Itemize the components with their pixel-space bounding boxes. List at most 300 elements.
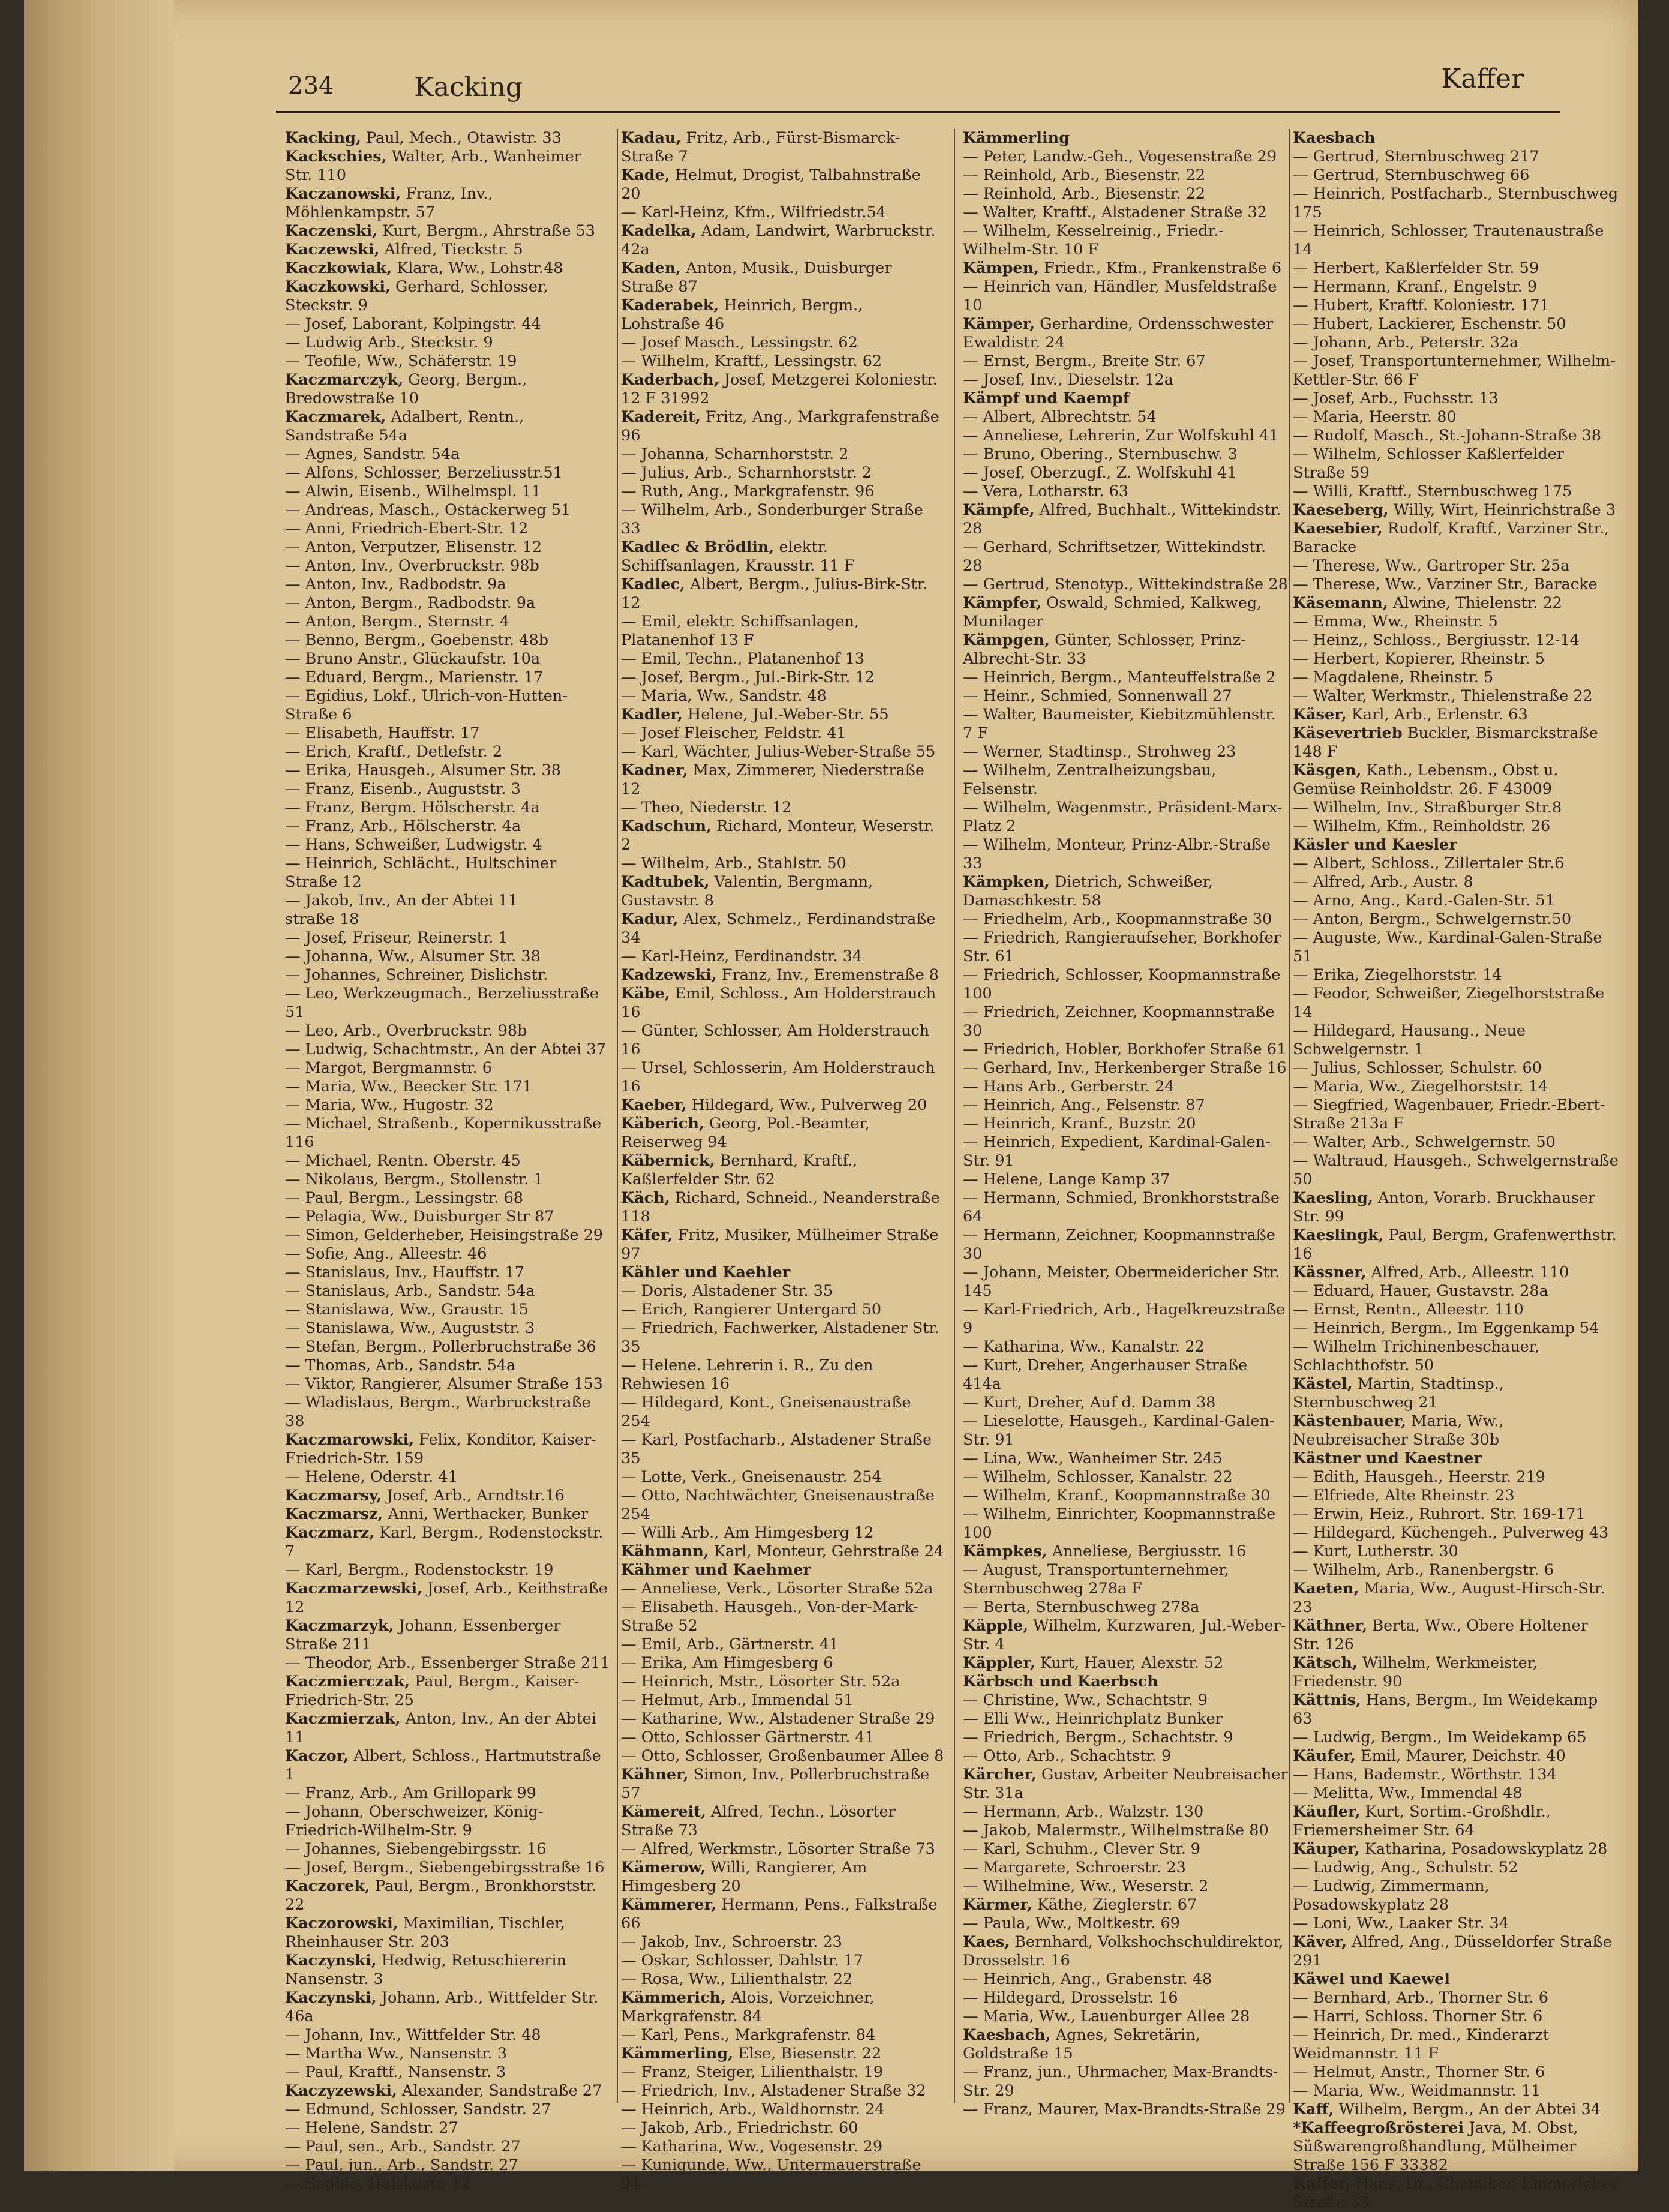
directory-entry [621,1766,945,1803]
directory-entry [285,668,612,687]
entry-surname: Kaczmarzewski, [285,1580,422,1598]
entry-details: — Doris, Alstadener Str. 35 [621,1282,833,1300]
entry-surname: Kadur, [621,910,679,928]
entry-details: — Herbert, Kopierer, Rheinstr. 5 [1293,650,1545,668]
entry-details: — Josef, Oberzugf., Z. Wolfskuhl 41 [963,464,1237,482]
entry-surname: Kaczmarz, [285,1524,374,1542]
entry-surname: Kadschun, [621,817,712,835]
directory-entry [1293,1691,1620,1728]
directory-entry [1293,1914,1620,1933]
directory-entry [1293,482,1620,501]
directory-entry [1293,1152,1620,1189]
entry-details: Hedwig, Retuschiererin Nansenstr. 3 [285,1952,566,1988]
entry-details: — Gertrud, Sternbuschweg 66 [1293,166,1530,184]
column-2 [621,129,945,2193]
entry-surname: Kadzewski, [621,966,717,984]
entry-details: Gerhardine, Ordensschwester Ewaldistr. 24 [963,315,1274,352]
entry-details: Kath., Lebensm., Obst u. Gemüse Reinholdstr. 26. F 43009 [1293,761,1559,798]
entry-surname: Kadner, [621,761,688,779]
directory-entry [1293,408,1620,427]
entry-details: — Günter, Schlosser, Am Holderstrauch 16 [621,1022,930,1058]
entry-details: — Michael, Rentn. Oberstr. 45 [285,1152,521,1170]
entry-details: — Nikolaus, Bergm., Stollenstr. 1 [285,1170,544,1188]
directory-entry [285,575,612,594]
directory-entry [621,1970,945,1989]
directory-entry [621,1189,945,1226]
entry-details: Josef, Arb., Keithstraße 12 [285,1580,608,1616]
directory-entry [285,743,612,761]
directory-entry [621,1356,945,1394]
directory-entry [963,148,1290,166]
directory-entry [621,1059,945,1096]
directory-entry [285,2045,612,2063]
directory-entry [285,1859,612,1877]
directory-entry [1293,259,1620,278]
directory-entry [963,2063,1290,2100]
entry-details: — Karl, Wächter, Julius-Weber-Straße 55 [621,743,936,761]
entry-details: Maria, Ww., August-Hirsch-Str. 23 [1293,1580,1605,1616]
directory-entry [285,1431,612,1468]
entry-surname: Kämpen, [963,259,1040,277]
directory-entry [1293,892,1620,910]
entry-details: — Anton, Bergm., Sternstr. 4 [285,613,510,631]
directory-entry [963,1505,1290,1542]
directory-entry [1293,854,1620,873]
entry-details: Friedr., Kfm., Frankenstraße 6 [1044,259,1282,277]
directory-entry [285,222,612,241]
entry-details: — Maria, Ww., Beecker Str. 171 [285,1078,533,1096]
entry-details: Wilhelm, Bergm., An der Abtei 34 [1338,2100,1601,2118]
directory-entry [1293,334,1620,352]
entry-details: — Friedrich, Hobler, Borkhofer Straße 61 [963,1040,1287,1058]
entry-details: — Katharine, Ww., Alstadener Straße 29 [621,1710,935,1728]
entry-details: — Wilhelm, Kfm., Reinholdstr. 26 [1293,817,1551,835]
directory-entry [621,650,945,668]
entry-details: Alois, Vorzeichner, Markgrafenstr. 84 [621,1989,875,2025]
entry-details: — Gertrud, Stenotyp., Wittekindstraße 28 [963,575,1288,593]
directory-entry [621,259,945,296]
directory-entry [963,445,1290,464]
directory-entry [621,854,945,873]
directory-entry [1293,1766,1620,1784]
entry-details: Emil, Maurer, Deichstr. 40 [1361,1747,1566,1765]
directory-entry [963,1877,1290,1896]
entry-details: — Friedrich, Rangieraufseher, Borkhofer Str. 61 [963,929,1281,965]
entry-details: — Hubert, Kraftf. Koloniestr. 171 [1293,296,1550,314]
directory-entry [963,166,1290,185]
entry-surname: Kaffer, [1293,2175,1351,2193]
directory-entry [1293,1449,1620,1468]
directory-entry [621,1728,945,1747]
entry-surname: Kähner, [621,1766,689,1784]
directory-entry [621,2100,945,2119]
directory-entry [963,203,1290,222]
entry-surname: Kämpfe, [963,501,1035,519]
directory-entry [621,1282,945,1301]
directory-entry [963,631,1290,668]
entry-surname: Kästner und Kaestner [1293,1449,1482,1467]
directory-entry [1293,687,1620,706]
directory-entry [1293,1487,1620,1505]
entry-details: — Heinrich, Bergm., Manteuffelstraße 2 [963,668,1276,686]
entry-details: — Kurt, Lutherstr. 30 [1293,1542,1458,1560]
directory-entry [285,278,612,315]
directory-entry [621,501,945,538]
directory-entry [621,1896,945,1933]
directory-entry [963,1170,1290,1189]
entry-details: — Willi, Kraftf., Sternbuschweg 175 [1293,482,1572,500]
directory-entry [285,1561,612,1580]
directory-entry [621,761,945,799]
directory-entry [285,892,612,910]
directory-entry [285,315,612,334]
entry-surname: Kaesling, [1293,1189,1373,1207]
entry-details: — Heinrich, Schlosser, Trautenaustraße 14 [1293,222,1604,259]
entry-surname: Käver, [1293,1933,1347,1951]
entry-details: Wilhelm, Werkmeister, Friedenstr. 90 [1293,1654,1538,1691]
entry-surname: Kämpf und Kaempf [963,389,1130,407]
entry-details: Maria, Ww., Neubreisacher Straße 30b [1293,1412,1504,1449]
entry-details: Karl, Bergm., Rodenstockstr. 7 [285,1524,604,1560]
entry-details: — Maria, Ww., Sandstr. 48 [621,687,827,705]
directory-entry [963,1263,1290,1301]
column-divider [617,129,618,2103]
entry-details: — Simon, Gelderheber, Heisingstraße 29 [285,1226,604,1244]
directory-entry [963,222,1290,259]
entry-details: — Pelagia, Ww., Duisburger Str 87 [285,1208,554,1226]
directory-entry [1293,1728,1620,1747]
entry-details: — Therese, Ww., Varziner Str., Baracke [1293,575,1598,593]
entry-details: Albert, Schloss., Hartmutstraße 1 [285,1747,601,1784]
entry-details: — Hans, Bademstr., Wörthstr. 134 [1293,1766,1557,1784]
directory-entry [285,1394,612,1431]
directory-entry [285,1914,612,1952]
directory-entry [963,1356,1290,1394]
entry-details: — Helmut, Arb., Immendal 51 [621,1691,854,1709]
entry-surname: Kaeseberg, [1293,501,1389,519]
directory-entry [1293,575,1620,594]
entry-surname: Kadau, [621,129,682,147]
entry-details: — Ludwig, Ang., Schulstr. 52 [1293,1859,1518,1877]
directory-entry [285,687,612,724]
directory-entry [1293,1375,1620,1412]
directory-entry [963,2100,1290,2119]
directory-entry [1293,761,1620,799]
directory-entry [1293,2082,1620,2100]
directory-entry [285,799,612,817]
directory-entry [285,1654,612,1673]
directory-entry [963,501,1290,538]
directory-entry [285,1226,612,1245]
entry-details: — Wilhelm, Zentralheizungsbau, Felsenstr. [963,761,1217,798]
entry-details: — Friedrich, Bergm., Schachtstr. 9 [963,1728,1233,1746]
entry-details: — Hermann, Zeichner, Koopmannstraße 30 [963,1226,1275,1263]
entry-details: — Oskar, Schlosser, Dahlstr. 17 [621,1952,864,1970]
entry-details: — Josef Masch., Lessingstr. 62 [621,334,858,352]
entry-details: — Ludwig Arb., Steckstr. 9 [285,334,493,352]
directory-entry [1293,668,1620,687]
entry-surname: Kaczenski, [285,222,378,240]
directory-entry [621,743,945,761]
entry-details: Anton, Musik., Duisburger Straße 87 [621,259,892,296]
directory-entry [621,1394,945,1431]
entry-surname: Kaczmierczak, [285,1673,410,1691]
entry-details: — Gerhard, Inv., Herkenberger Straße 16 [963,1059,1287,1077]
directory-entry [1293,910,1620,929]
entry-surname: *Kaffeegroßrösterei [1293,2119,1464,2137]
entry-details: — Johannes, Siebengebirgsstr. 16 [285,1840,547,1858]
directory-entry [621,334,945,352]
entry-details: Günter, Schlosser, Prinz-Albrecht-Str. 33 [963,631,1246,668]
directory-entry [963,910,1290,929]
entry-details: — Albert, Albrechtstr. 54 [963,408,1157,426]
directory-entry [285,1115,612,1152]
entry-details: — Reinhold, Arb., Biesenstr. 22 [963,166,1206,184]
left-guide-word: Kacking [414,72,523,103]
directory-entry [285,2026,612,2045]
entry-details: — Sophie, Halskestr. 12 [285,2175,471,2193]
entry-details: — Johann, Meister, Obermeidericher Str. 145 [963,1263,1280,1300]
entry-details: — Therese, Ww., Gartroper Str. 25a [1293,557,1570,575]
directory-entry [285,1301,612,1319]
directory-entry [285,520,612,538]
entry-details: — Wilhelm, Monteur, Prinz-Albr.-Straße 33 [963,836,1271,872]
directory-entry [1293,1617,1620,1654]
entry-surname: Kämpgen, [963,631,1050,649]
directory-entry [1293,1301,1620,1319]
entry-details: Rudolf, Kraftf., Varziner Str., Baracke [1293,520,1610,556]
entry-surname: Kaderabek, [621,296,719,314]
directory-entry [621,1635,945,1654]
entry-details: — Josef, Laborant, Kolpingstr. 44 [285,315,541,333]
entry-surname: Käch, [621,1189,670,1207]
column-3 [963,129,1290,2118]
directory-entry [1293,1933,1620,1970]
directory-entry [285,1170,612,1189]
directory-entry [285,1189,612,1208]
entry-details: — Erika, Hausgeh., Alsumer Str. 38 [285,761,561,779]
entry-details: Java, M. Obst, Süßwarengroßhandlung, Mülheimer Straße 156 F 33382 [1293,2119,1578,2174]
entry-details: — Anneliese, Lehrerin, Zur Wolfskuhl 41 [963,427,1279,445]
entry-surname: Kaczynski, [285,1989,377,2007]
entry-surname: Käbe, [621,985,670,1003]
directory-entry [963,371,1290,389]
directory-entry [963,538,1290,575]
directory-entry [963,743,1290,761]
directory-entry [1293,1580,1620,1617]
directory-entry [1293,1747,1620,1766]
entry-details: — Theodor, Arb., Essenberger Straße 211 [285,1654,610,1672]
entry-details: — Martha Ww., Nansenstr. 3 [285,2045,508,2063]
entry-details: — Christine, Ww., Schachtstr. 9 [963,1691,1208,1709]
entry-details: — Karl, Schuhm., Clever Str. 9 [963,1840,1201,1858]
entry-details: Martin, Stadtinsp., Sternbuschweg 21 [1293,1375,1504,1412]
directory-entry [963,1338,1290,1356]
directory-entry [963,687,1290,706]
directory-entry [1293,1022,1620,1059]
entry-details: — Ernst, Bergm., Breite Str. 67 [963,352,1206,370]
directory-entry [963,1226,1290,1263]
directory-entry [621,687,945,706]
directory-entry [1293,650,1620,668]
directory-entry [1293,1803,1620,1840]
entry-details: — Erika, Ziegelhorststr. 14 [1293,966,1502,984]
directory-entry [621,724,945,743]
entry-details: — Siegfried, Wagenbauer, Friedr.-Ebert-Straße 213a F [1293,1096,1605,1133]
entry-details: — Josef, Friseur, Reinerstr. 1 [285,929,508,947]
entry-details: Bernhard, Kraftf., Kaßlerfelder Str. 62 [621,1152,858,1188]
directory-entry [285,464,612,482]
directory-entry [285,1208,612,1226]
entry-details: — Reinhold, Arb., Biesenstr. 22 [963,185,1206,203]
entry-details: — Anton, Bergm., Radbodstr. 9a [285,594,536,612]
directory-entry [621,947,945,966]
directory-entry [963,1933,1290,1970]
directory-entry [621,538,945,575]
book-page-edge [24,0,174,2171]
entry-details: — Berta, Sternbuschweg 278a [963,1598,1200,1616]
directory-entry [1293,613,1620,631]
entry-details: Else, Biesenstr. 22 [738,2045,882,2063]
directory-entry [963,1561,1290,1598]
entry-details: — Gertrud, Sternbuschweg 217 [1293,148,1539,166]
entry-details: — Kunigunde, Ww., Untermauerstraße 94 [621,2156,921,2193]
entry-details: — Ludwig, Zimmermann, Posadowskyplatz 28 [1293,1877,1490,1914]
entry-details: — Maria, Ww., Ziegelhorststr. 14 [1293,1078,1548,1096]
entry-surname: Kämpkes, [963,1542,1047,1560]
directory-entry [285,1617,612,1654]
directory-entry [621,1431,945,1468]
entry-surname: Kaff, [1293,2100,1334,2118]
entry-details: Valentin, Bergmann, Gustavstr. 8 [621,873,873,910]
entry-details: — Agnes, Sandstr. 54a [285,445,460,463]
directory-entry [285,1263,612,1282]
entry-surname: Käwel und Kaewel [1293,1970,1450,1988]
entry-details: Berta, Ww., Obere Holtener Str. 126 [1293,1617,1588,1653]
directory-entry [963,464,1290,482]
entry-details: — Leo, Werkzeugmach., Berzeliusstraße 51 [285,985,599,1021]
entry-details: Adalbert, Rentn., Sandstraße 54a [285,408,524,445]
entry-details: Kurt, Bergm., Ahrstraße 53 [382,222,595,240]
directory-entry [963,706,1290,743]
entry-details: — Heinrich, Kranf., Buzstr. 20 [963,1115,1196,1133]
directory-entry [621,2063,945,2082]
directory-entry [1293,1078,1620,1096]
entry-details: — Gerhard, Schriftsetzer, Wittekindstr. 28 [963,538,1266,575]
entry-surname: Kaczewski, [285,241,380,259]
entry-details: — Loni, Ww., Laaker Str. 34 [1293,1914,1509,1932]
entry-details: — Rosa, Ww., Lilienthalstr. 22 [621,1970,853,1988]
entry-details: Paul, Bergm., Kaiser-Friedrich-Str. 25 [285,1673,580,1709]
entry-surname: Kadlec, [621,575,685,593]
entry-details: — Paul, jun., Arb., Sandstr. 27 [285,2156,518,2174]
directory-entry [285,1487,612,1505]
directory-entry [285,352,612,371]
entry-surname: Kaczorowski, [285,1914,398,1932]
entry-details: — Julius, Arb., Scharnhorststr. 2 [621,464,872,482]
directory-entry [285,538,612,557]
entry-details: Hermann, Pens., Falkstraße 66 [621,1896,938,1932]
entry-details: Oswald, Schmied, Kalkweg, Munilager [963,594,1262,631]
entry-surname: Kämerow, [621,1859,706,1877]
entry-surname: Kade, [621,166,670,184]
entry-details: Emil, Schloss., Am Holderstrauch 16 [621,985,936,1021]
entry-surname: Kässner, [1293,1263,1367,1281]
entry-details: Alfred, Techn., Lösorter Straße 73 [621,1803,896,1839]
entry-details: — Helene, Lange Kamp 37 [963,1170,1170,1188]
entry-details: — Josef, Bergm., Jul.-Birk-Str. 12 [621,668,875,686]
entry-details: — Ursel, Schlosserin, Am Holderstrauch 16 [621,1059,935,1096]
directory-entry [1293,2175,1620,2212]
directory-entry [285,836,612,854]
entry-details: Gustav, Arbeiter Neubreisacher Str. 31a [963,1766,1288,1802]
entry-details: Georg, Pol.-Beamter, Reiserweg 94 [621,1115,870,1151]
entry-details: — Thomas, Arb., Sandstr. 54a [285,1356,516,1374]
entry-details: — Heinrich, Ang., Felsenstr. 87 [963,1096,1205,1114]
directory-entry [963,1989,1290,2007]
entry-surname: Käufler, [1293,1803,1361,1821]
directory-entry [963,1840,1290,1859]
entry-surname: Kadlec & Brödlin, [621,538,775,556]
entry-details: — Anton, Bergm., Schwelgernstr.50 [1293,910,1572,928]
entry-details: — Stanislaus, Inv., Hauffstr. 17 [285,1263,524,1281]
entry-details: — Vera, Lotharstr. 63 [963,482,1129,500]
directory-entry [963,1747,1290,1766]
entry-surname: Käppler, [963,1654,1035,1672]
directory-entry [285,1784,612,1803]
entry-details: — Friedrich, Inv., Alstadener Straße 32 [621,2082,926,2100]
entry-details: — Bernhard, Arb., Thorner Str. 6 [1293,1989,1548,2007]
right-guide-word: Kaffer [1441,64,1524,94]
entry-details: — Wilhelm, Inv., Straßburger Str.8 [1293,799,1562,817]
column-divider [1289,129,1290,2103]
directory-entry [285,2100,612,2119]
entry-surname: Kaczkowski, [285,278,391,296]
entry-details: Heinrich, Bergm., Lohstraße 46 [621,296,863,333]
directory-entry [1293,520,1620,557]
entry-details: — Jakob, Inv., Schroerstr. 23 [621,1933,842,1951]
entry-details: Felix, Konditor, Kaiser-Friedrich-Str. 159 [285,1431,596,1467]
entry-details: — Johanna, Ww., Alsumer Str. 38 [285,947,541,965]
entry-details: — Johanna, Scharnhorststr. 2 [621,445,849,463]
entry-details: Maximilian, Tischler, Rheinhauser Str. 203 [285,1914,565,1951]
entry-details: Anton, Inv., An der Abtei 11 [285,1710,596,1746]
directory-entry [1293,1226,1620,1263]
directory-entry [963,1003,1290,1040]
directory-entry [963,1040,1290,1059]
directory-entry [621,1561,945,1580]
directory-entry [621,1152,945,1189]
directory-entry [1293,389,1620,408]
directory-entry [1293,1338,1620,1375]
directory-entry [621,1933,945,1952]
entry-details: — Margot, Bergmannstr. 6 [285,1059,492,1077]
entry-details: — Feodor, Schweißer, Ziegelhorststraße 14 [1293,985,1605,1021]
entry-details: Franz, Inv., Eremenstraße 8 [721,966,939,984]
directory-entry [963,389,1290,408]
entry-details: — Theo, Niederstr. 12 [621,799,792,817]
directory-entry [285,1840,612,1859]
entry-details: — Friedrich, Fachwerker, Alstadener Str. 35 [621,1319,939,1356]
entry-details: — Friedrich, Zeichner, Koopmannstraße 30 [963,1003,1275,1040]
entry-surname: Kaczorek, [285,1877,370,1895]
directory-entry [963,1189,1290,1226]
entry-details: — Hildegard, Küchengeh., Pulverweg 43 [1293,1524,1609,1542]
directory-entry [285,129,612,148]
entry-details: — Wilhelm, Arb., Ranenbergstr. 6 [1293,1561,1554,1579]
entry-surname: Kaeten, [1293,1580,1359,1598]
entry-surname: Käsevertrieb [1293,724,1403,742]
